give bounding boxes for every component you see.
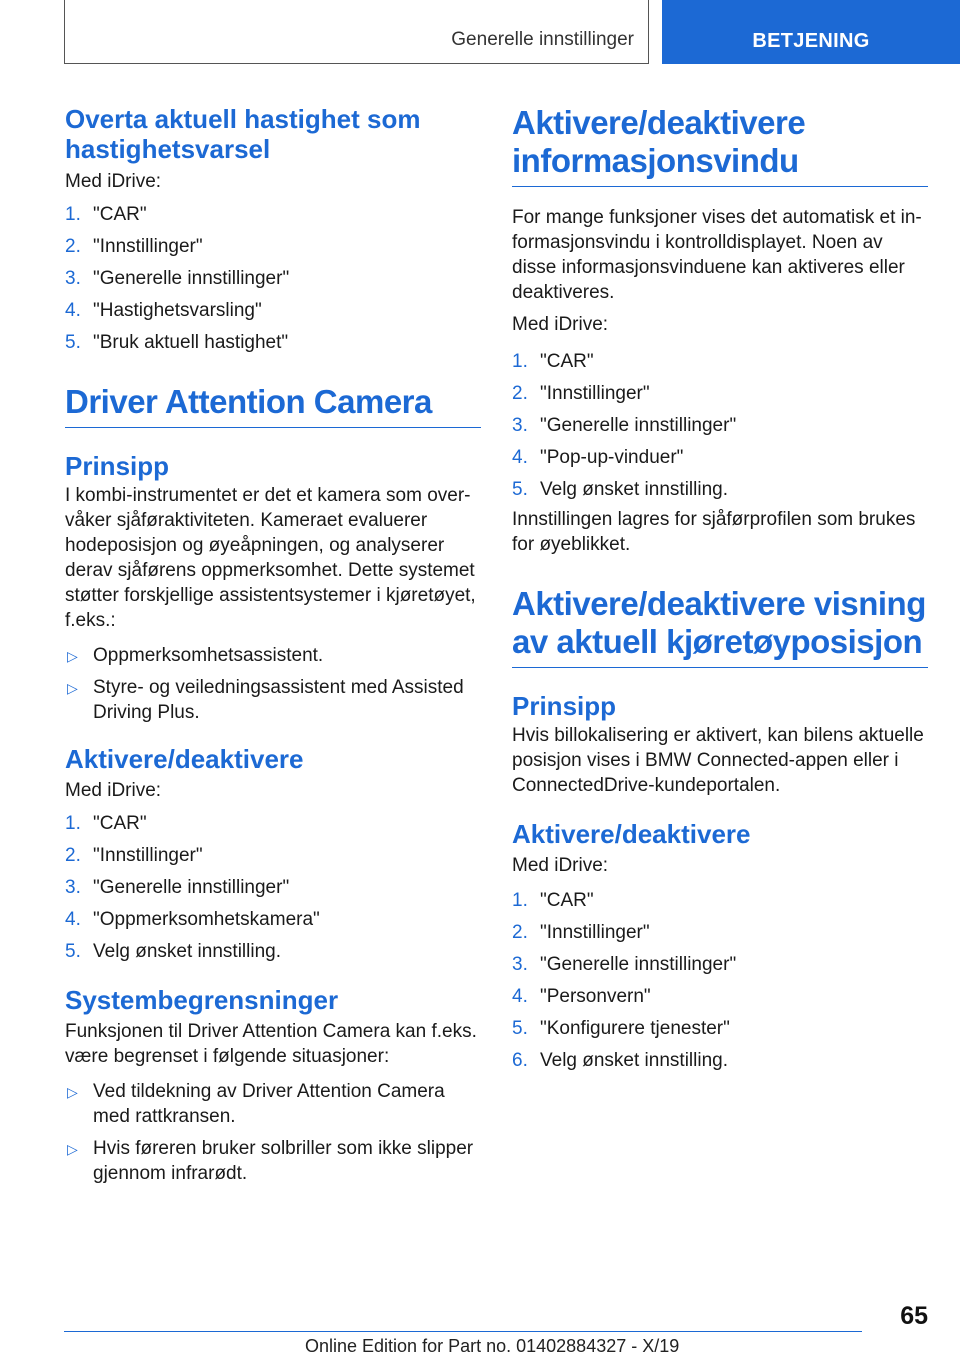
list-item: 4. "Oppmerksomhetskamera" [65,909,320,930]
footer-divider [64,1331,862,1332]
triangle-bullet-icon: ▷ [67,1141,78,1157]
header-chapter-tab [662,0,960,64]
list-item: 2. "Innstillinger" [65,236,203,257]
list-item: 4. "Pop-up-vinduer" [512,447,684,468]
list-item: ▷ Ved tildekning av Driver Attention Camera med rattkransen. [67,1081,445,1127]
triangle-bullet-icon: ▷ [67,1084,78,1100]
limits-text: Funksjonen til Driver Attention Camera kan f.eks. være begrenset i følgende situasjoner: [65,1021,477,1067]
list-item: 2. "Innstillinger" [512,922,650,943]
heading-speed-warning: Overta aktuell hastighet som hastighetsvarsel [65,104,421,164]
activate-steps-right [512,888,928,1073]
list-item: 5. "Bruk aktuell hastighet" [65,332,289,353]
info-window-text: For mange funksjoner vises det automatisk et informasjonsvindu i kontrolldisplayet. Noen av disse informasjonsvinduene kan aktiveres eller deaktiveres. [512,207,922,303]
principle-bullets [65,643,481,725]
list-item: ▷ Oppmerksomhetsassistent. [65,643,481,668]
heading-driver-attention-camera: Driver Attention Camera [65,383,481,428]
triangle-bullet-icon: ▷ [67,648,78,664]
left-column [65,104,481,1193]
activate-intro-right: Med iDrive: [512,855,609,876]
heading-system-limits: Systembegrensninger [65,985,339,1015]
header-chapter-label: BETJENING [752,30,870,52]
speed-steps [65,202,481,355]
list-item: 3. "Generelle innstillinger" [65,268,290,289]
list-item: 1. "CAR" [65,813,147,834]
list-item: 4. "Hastighetsvarsling" [65,300,262,321]
heading-vehicle-position: Aktivere/deaktivere visning av aktuell kjøretøyposisjon [512,585,928,668]
list-item: 3. "Generelle innstillinger" [512,415,737,436]
heading-info-window: Aktivere/deaktivere informasjonsvindu [512,104,928,187]
limits-bullets [65,1079,481,1186]
info-window-steps [512,349,928,502]
info-window-note: Innstillingen lagres for sjåførprofilen som brukes for øyeblikket. [512,509,916,555]
list-item: 6. Velg ønsket innstilling. [512,1050,728,1071]
heading-principle-right: Prinsipp [512,691,617,721]
heading-activate: Aktivere/deaktivere [65,744,304,774]
list-item: 1. "CAR" [512,890,594,911]
principle-text: I kombi-instrumentet er det et kamera som overvåker sjåføraktiviteten. Kameraet evaluerer hodeposisjon og øyeåpningen, og analyserer derav sjåførens oppmerksomhet. Dette systemet støtter forskjellige assistentsystemer i kjøretøyet, f.eks.: [65,485,476,631]
list-item: 5. "Konfigurere tjenester" [512,1018,730,1039]
list-item: 2. "Innstillinger" [512,383,650,404]
list-item: 1. "CAR" [512,351,594,372]
list-item: 1. "CAR" [65,204,147,225]
list-item: 3. "Generelle innstillinger" [65,877,290,898]
list-item: 3. "Generelle innstillinger" [512,954,737,975]
footer-edition: Online Edition for Part no. 01402884327 - X/19 [305,1336,680,1356]
triangle-bullet-icon: ▷ [67,680,78,696]
list-item: 2. "Innstillinger" [65,845,203,866]
activate-steps [65,811,481,964]
header-section-box [64,0,649,64]
page-number: 65 [900,1302,928,1330]
header-section-title: Generelle innstillinger [451,29,634,50]
list-item: ▷ Hvis føreren bruker solbriller som ikke slipper gjennom infrarødt. [67,1138,474,1184]
principle-text-right: Hvis billokalisering er aktivert, kan bilens aktuelle posisjon vises i BMW Connected-appen eller i ConnectedDrive-kundeportalen. [512,725,924,796]
list-item: ▷ Styre- og veiledningsassistent med Assisted Driving Plus. [67,677,464,723]
list-item: 5. Velg ønsket innstilling. [65,941,281,962]
list-item: 4. "Personvern" [512,986,651,1007]
heading-principle: Prinsipp [65,451,170,481]
activate-intro: Med iDrive: [65,780,162,801]
info-window-intro: Med iDrive: [512,314,609,335]
heading-activate-right: Aktivere/deaktivere [512,819,751,849]
right-column [512,104,928,1080]
list-item: 5. Velg ønsket innstilling. [512,479,728,500]
speed-intro: Med iDrive: [65,171,162,192]
